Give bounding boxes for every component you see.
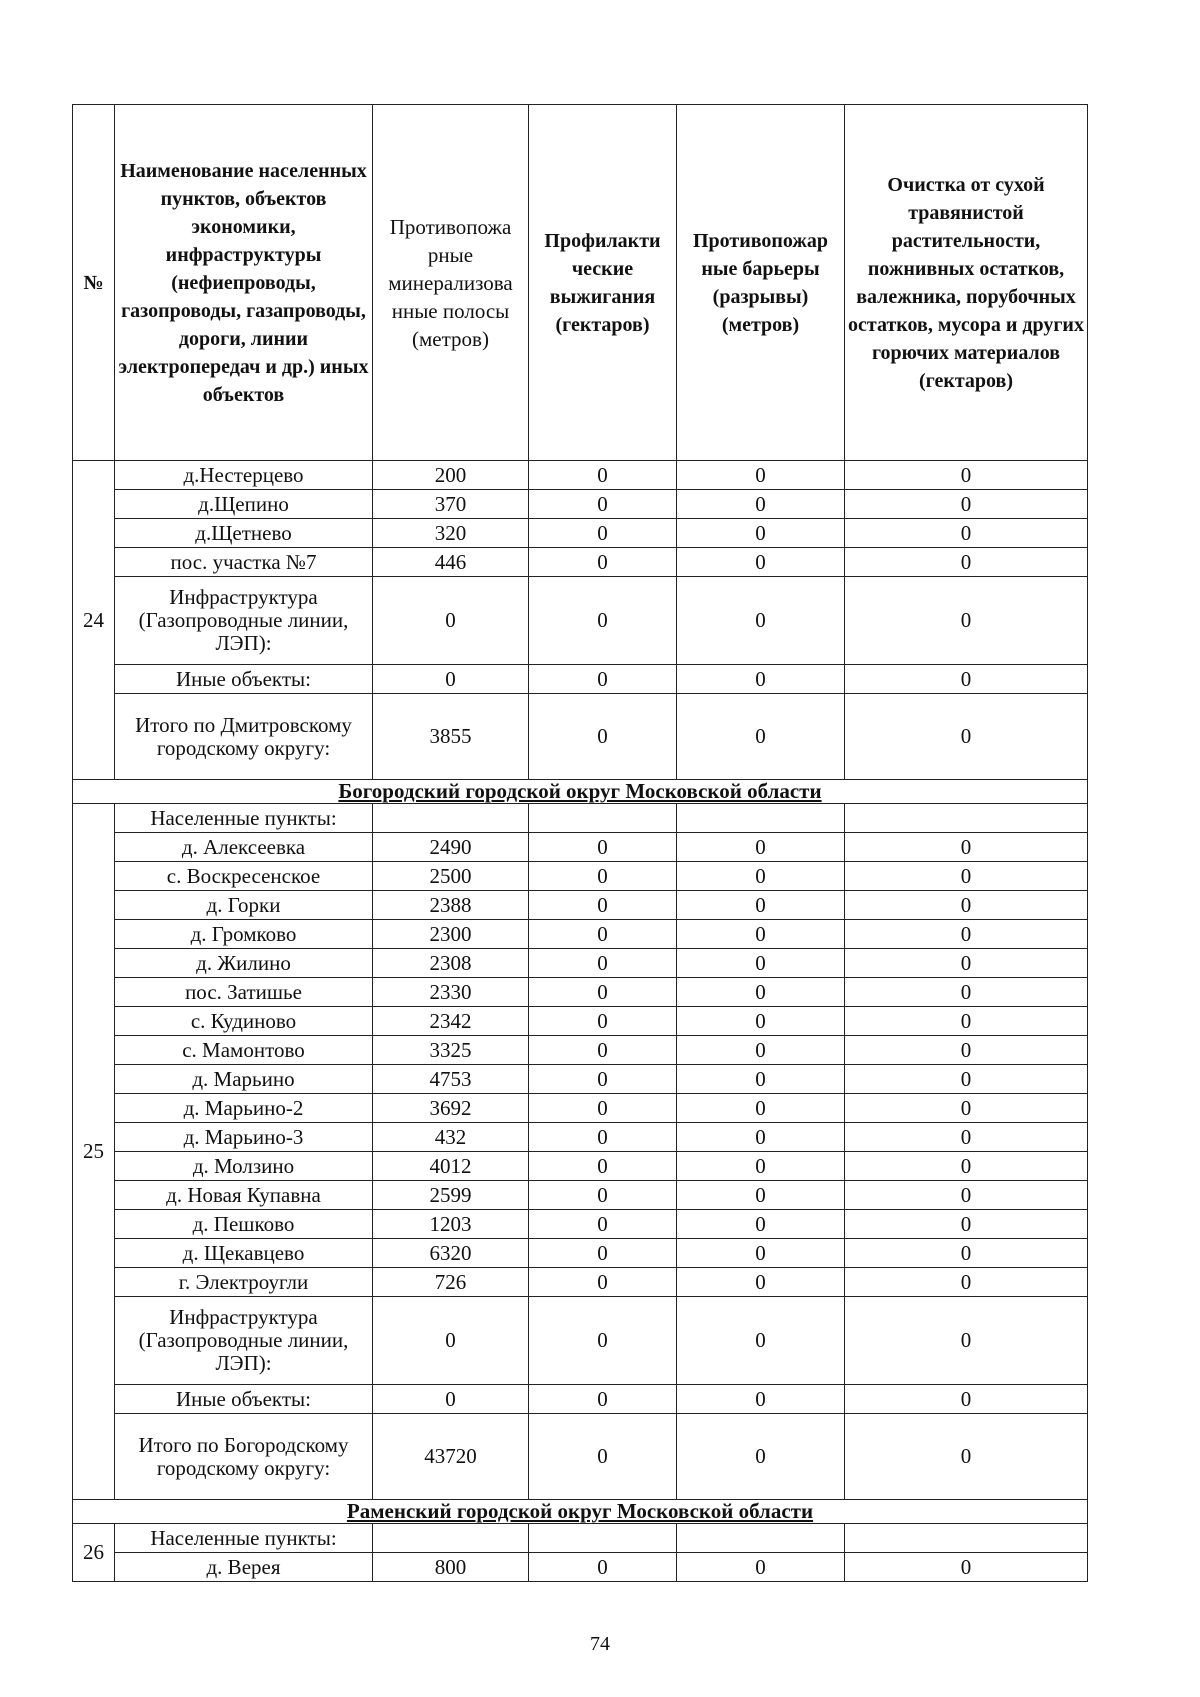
table-row — [73, 862, 1088, 891]
cell-cleaning: 0 — [845, 694, 1088, 780]
cell-barriers: 0 — [677, 1007, 845, 1036]
cell-name: Населенные пункты: — [115, 804, 373, 833]
cell-strips: 0 — [373, 665, 529, 694]
cell-strips: 0 — [373, 577, 529, 665]
cell-barriers: 0 — [677, 1553, 845, 1582]
table-row — [73, 461, 1088, 490]
header-name: Наименование населенных пунктов, объектов экономики, инфраструктуры (нефиепроводы, газопроводы, газапроводы, дороги, линии электропередач и др.) иных объектов — [115, 105, 373, 461]
cell-burning: 0 — [529, 548, 677, 577]
cell-barriers: 0 — [677, 1094, 845, 1123]
cell-name: г. Электроугли — [115, 1268, 373, 1297]
cell-strips: 2388 — [373, 891, 529, 920]
table-row — [73, 949, 1088, 978]
cell-burning: 0 — [529, 519, 677, 548]
cell-burning: 0 — [529, 1268, 677, 1297]
cell-cleaning: 0 — [845, 1268, 1088, 1297]
cell-barriers: 0 — [677, 1268, 845, 1297]
cell-name: Итого по Дмитровскому городскому округу: — [115, 694, 373, 780]
cell-name: д.Щепино — [115, 490, 373, 519]
page-number: 74 — [590, 1633, 610, 1655]
cell-strips: 2342 — [373, 1007, 529, 1036]
section-row — [73, 780, 1088, 804]
header-number: № — [73, 105, 115, 461]
cell-barriers: 0 — [677, 891, 845, 920]
cell-name: Иные объекты: — [115, 1385, 373, 1414]
cell-strips: 3325 — [373, 1036, 529, 1065]
cell-cleaning: 0 — [845, 1210, 1088, 1239]
cell-burning: 0 — [529, 1239, 677, 1268]
cell-cleaning: 0 — [845, 490, 1088, 519]
cell-name: д. Новая Купавна — [115, 1181, 373, 1210]
cell-cleaning: 0 — [845, 920, 1088, 949]
cell-burning: 0 — [529, 461, 677, 490]
cell-name: д. Громково — [115, 920, 373, 949]
cell-burning: 0 — [529, 1152, 677, 1181]
fire-safety-table — [72, 104, 1088, 1582]
row-number: 24 — [73, 461, 115, 780]
section-title: Богородский городской округ Московской области — [73, 780, 1088, 804]
cell-cleaning — [845, 1524, 1088, 1553]
section-row — [73, 1500, 1088, 1524]
cell-burning: 0 — [529, 1553, 677, 1582]
cell-cleaning: 0 — [845, 577, 1088, 665]
table-row — [73, 1094, 1088, 1123]
cell-strips: 370 — [373, 490, 529, 519]
cell-name: с. Воскресенское — [115, 862, 373, 891]
table-row — [73, 1524, 1088, 1553]
cell-strips: 726 — [373, 1268, 529, 1297]
cell-barriers: 0 — [677, 665, 845, 694]
cell-name: с. Мамонтово — [115, 1036, 373, 1065]
cell-cleaning: 0 — [845, 1094, 1088, 1123]
cell-burning: 0 — [529, 833, 677, 862]
cell-barriers: 0 — [677, 1210, 845, 1239]
table-row — [73, 694, 1088, 780]
cell-burning: 0 — [529, 920, 677, 949]
cell-name: д. Жилино — [115, 949, 373, 978]
cell-burning: 0 — [529, 1385, 677, 1414]
cell-burning: 0 — [529, 891, 677, 920]
table-row — [73, 1210, 1088, 1239]
cell-barriers: 0 — [677, 1065, 845, 1094]
cell-burning: 0 — [529, 1210, 677, 1239]
cell-name: д. Верея — [115, 1553, 373, 1582]
cell-burning: 0 — [529, 978, 677, 1007]
cell-strips: 800 — [373, 1553, 529, 1582]
cell-name: Инфраструктура (Газопроводные линии, ЛЭП): — [115, 577, 373, 665]
cell-cleaning: 0 — [845, 1553, 1088, 1582]
table-row — [73, 891, 1088, 920]
cell-strips — [373, 1524, 529, 1553]
table-row — [73, 804, 1088, 833]
cell-burning: 0 — [529, 949, 677, 978]
cell-cleaning: 0 — [845, 978, 1088, 1007]
table-row — [73, 665, 1088, 694]
table-row — [73, 1152, 1088, 1181]
cell-cleaning: 0 — [845, 1297, 1088, 1385]
cell-barriers: 0 — [677, 577, 845, 665]
cell-name: с. Кудиново — [115, 1007, 373, 1036]
cell-name: д. Марьино — [115, 1065, 373, 1094]
cell-barriers: 0 — [677, 1297, 845, 1385]
header-mineralized-strips: Противопожа рные минерализова нные полосы (метров) — [373, 105, 529, 461]
table-row — [73, 1414, 1088, 1500]
table-row — [73, 519, 1088, 548]
section-title: Раменский городской округ Московской области — [73, 1500, 1088, 1524]
cell-strips: 1203 — [373, 1210, 529, 1239]
table-row — [73, 577, 1088, 665]
table-row — [73, 1268, 1088, 1297]
cell-burning: 0 — [529, 1181, 677, 1210]
table-row — [73, 548, 1088, 577]
cell-cleaning: 0 — [845, 1036, 1088, 1065]
cell-cleaning: 0 — [845, 1414, 1088, 1500]
cell-name: Иные объекты: — [115, 665, 373, 694]
cell-barriers: 0 — [677, 1181, 845, 1210]
cell-barriers: 0 — [677, 694, 845, 780]
cell-strips: 0 — [373, 1385, 529, 1414]
cell-name: д. Горки — [115, 891, 373, 920]
cell-burning: 0 — [529, 665, 677, 694]
cell-strips: 2308 — [373, 949, 529, 978]
cell-burning: 0 — [529, 1297, 677, 1385]
cell-strips: 2500 — [373, 862, 529, 891]
cell-strips: 2490 — [373, 833, 529, 862]
cell-strips: 4753 — [373, 1065, 529, 1094]
cell-burning — [529, 804, 677, 833]
cell-cleaning: 0 — [845, 1007, 1088, 1036]
cell-name: д. Пешково — [115, 1210, 373, 1239]
cell-name: Итого по Богородскому городскому округу: — [115, 1414, 373, 1500]
cell-strips: 200 — [373, 461, 529, 490]
table-row — [73, 1036, 1088, 1065]
cell-barriers: 0 — [677, 1036, 845, 1065]
cell-burning: 0 — [529, 1123, 677, 1152]
cell-barriers: 0 — [677, 1123, 845, 1152]
cell-cleaning: 0 — [845, 1239, 1088, 1268]
cell-barriers: 0 — [677, 461, 845, 490]
cell-name: д. Алексеевка — [115, 833, 373, 862]
cell-cleaning: 0 — [845, 665, 1088, 694]
cell-strips: 446 — [373, 548, 529, 577]
header-row — [73, 105, 1088, 461]
table-row — [73, 1239, 1088, 1268]
cell-cleaning: 0 — [845, 1065, 1088, 1094]
cell-cleaning: 0 — [845, 833, 1088, 862]
table-row — [73, 490, 1088, 519]
cell-barriers: 0 — [677, 519, 845, 548]
header-preventive-burning: Профилакти ческие выжигания (гектаров) — [529, 105, 677, 461]
cell-cleaning: 0 — [845, 862, 1088, 891]
cell-burning: 0 — [529, 694, 677, 780]
table-row — [73, 1123, 1088, 1152]
cell-burning: 0 — [529, 1414, 677, 1500]
row-number: 26 — [73, 1524, 115, 1582]
cell-cleaning: 0 — [845, 1385, 1088, 1414]
cell-strips — [373, 804, 529, 833]
cell-barriers: 0 — [677, 490, 845, 519]
cell-name: д.Щетнево — [115, 519, 373, 548]
cell-name: д. Марьино-3 — [115, 1123, 373, 1152]
cell-name: д.Нестерцево — [115, 461, 373, 490]
cell-barriers: 0 — [677, 978, 845, 1007]
table-row — [73, 978, 1088, 1007]
table-row — [73, 1181, 1088, 1210]
cell-barriers: 0 — [677, 949, 845, 978]
table-row — [73, 1065, 1088, 1094]
cell-strips: 320 — [373, 519, 529, 548]
table-row — [73, 833, 1088, 862]
cell-strips: 6320 — [373, 1239, 529, 1268]
cell-barriers — [677, 1524, 845, 1553]
cell-strips: 3855 — [373, 694, 529, 780]
cell-name: д. Молзино — [115, 1152, 373, 1181]
cell-cleaning: 0 — [845, 1152, 1088, 1181]
cell-strips: 43720 — [373, 1414, 529, 1500]
table-row — [73, 1007, 1088, 1036]
header-cleaning: Очистка от сухой травянистой растительности, пожнивных остатков, валежника, порубочных остатков, мусора и других горючих материалов (гектаров) — [845, 105, 1088, 461]
cell-barriers: 0 — [677, 1385, 845, 1414]
row-number: 25 — [73, 804, 115, 1500]
cell-cleaning: 0 — [845, 1181, 1088, 1210]
cell-strips: 0 — [373, 1297, 529, 1385]
cell-burning: 0 — [529, 1065, 677, 1094]
cell-barriers: 0 — [677, 548, 845, 577]
cell-burning: 0 — [529, 862, 677, 891]
table-row — [73, 1297, 1088, 1385]
cell-burning: 0 — [529, 1036, 677, 1065]
cell-cleaning: 0 — [845, 461, 1088, 490]
cell-cleaning — [845, 804, 1088, 833]
cell-cleaning: 0 — [845, 548, 1088, 577]
cell-strips: 2300 — [373, 920, 529, 949]
cell-name: пос. Затишье — [115, 978, 373, 1007]
cell-name: Инфраструктура (Газопроводные линии, ЛЭП): — [115, 1297, 373, 1385]
cell-name: Населенные пункты: — [115, 1524, 373, 1553]
cell-strips: 4012 — [373, 1152, 529, 1181]
table-row — [73, 920, 1088, 949]
cell-burning: 0 — [529, 1007, 677, 1036]
cell-name: д. Щекавцево — [115, 1239, 373, 1268]
cell-barriers — [677, 804, 845, 833]
cell-barriers: 0 — [677, 862, 845, 891]
cell-name: д. Марьино-2 — [115, 1094, 373, 1123]
cell-burning: 0 — [529, 577, 677, 665]
cell-strips: 2330 — [373, 978, 529, 1007]
cell-burning: 0 — [529, 490, 677, 519]
cell-cleaning: 0 — [845, 891, 1088, 920]
cell-burning — [529, 1524, 677, 1553]
cell-burning: 0 — [529, 1094, 677, 1123]
cell-strips: 3692 — [373, 1094, 529, 1123]
header-fire-barriers: Противопожар ные барьеры (разрывы) (метров) — [677, 105, 845, 461]
cell-barriers: 0 — [677, 1239, 845, 1268]
cell-barriers: 0 — [677, 1414, 845, 1500]
cell-cleaning: 0 — [845, 1123, 1088, 1152]
cell-cleaning: 0 — [845, 519, 1088, 548]
cell-barriers: 0 — [677, 833, 845, 862]
cell-barriers: 0 — [677, 920, 845, 949]
cell-strips: 432 — [373, 1123, 529, 1152]
table-row — [73, 1385, 1088, 1414]
cell-barriers: 0 — [677, 1152, 845, 1181]
cell-cleaning: 0 — [845, 949, 1088, 978]
cell-name: пос. участка №7 — [115, 548, 373, 577]
table-row — [73, 1553, 1088, 1582]
cell-strips: 2599 — [373, 1181, 529, 1210]
